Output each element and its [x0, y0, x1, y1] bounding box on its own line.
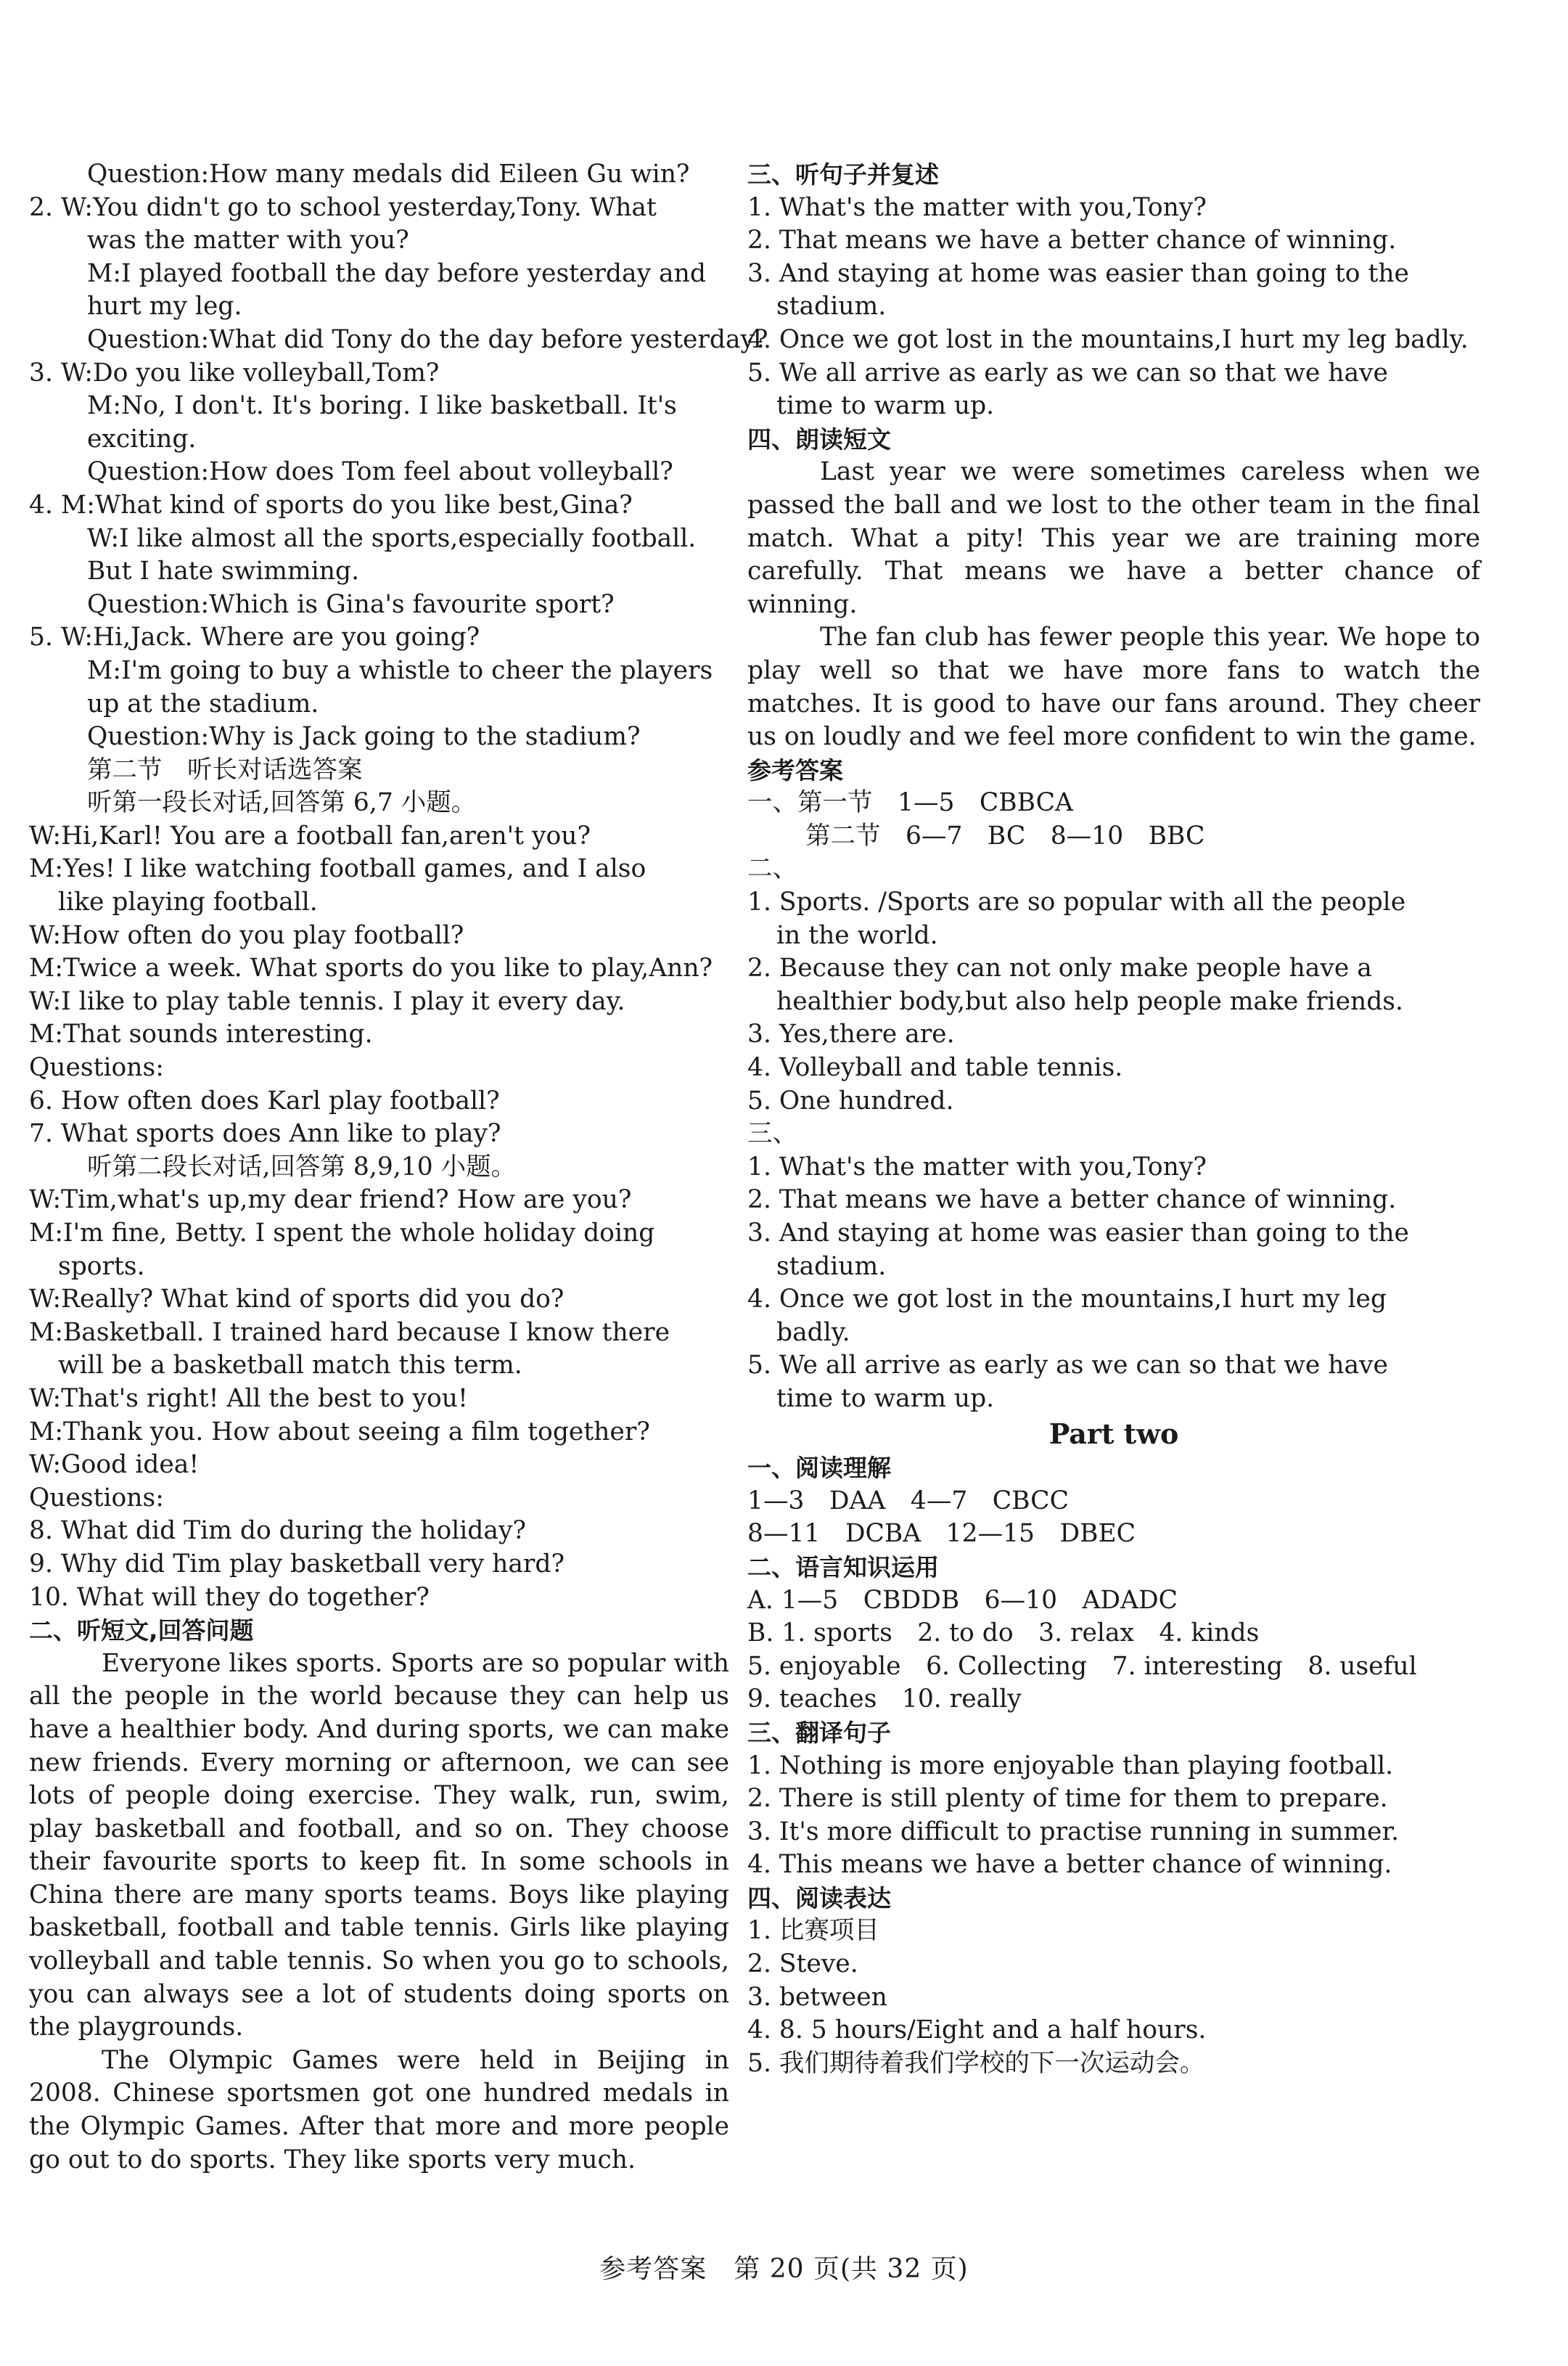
text-line: Question:How does Tom feel about volleyball?: [87, 457, 673, 487]
text-line: 5. enjoyable 6. Collecting 7. interesting 8. useful: [747, 1651, 1417, 1681]
text-line: 2. That means we have a better chance of winning.: [747, 226, 1397, 255]
text-line: 10. What will they do together?: [29, 1582, 430, 1612]
text-line: 3. W:Do you like volleyball,Tom?: [29, 358, 440, 388]
page-footer: 参考答案 第 20 页(共 32 页): [599, 2254, 969, 2284]
text-line: 1. 比赛项目: [747, 1916, 879, 1946]
text-line: 1. Nothing is more enjoyable than playing football.: [747, 1751, 1394, 1780]
text-line: W:Tim,what's up,my dear friend? How are you?: [29, 1185, 632, 1215]
text-line: W:Really? What kind of sports did you do?: [29, 1285, 565, 1314]
text-line: time to warm up.: [776, 391, 995, 421]
text-line: Question:How many medals did Eileen Gu win?: [87, 160, 690, 189]
text-line: 3. between: [747, 1982, 887, 2012]
text-line: W:I like almost all the sports,especially football.: [87, 523, 697, 553]
answer-key-lines: [747, 787, 1480, 1415]
text-line: Questions:: [29, 1483, 164, 1512]
text-line: M:Thank you. How about seeing a film together?: [29, 1417, 650, 1446]
read-aloud-paragraph-2: The fan club has fewer people this year. We hope to play well so that we have more fans to watch the matches. It is good to have our fans around. They cheer us on loudly and we feel more confident to win the game.: [747, 623, 1480, 752]
section-title-repeat: 三、听句子并复述: [747, 160, 939, 189]
text-line: 二、: [747, 854, 797, 884]
text-line: M:Basketball. I trained hard because I know there: [29, 1317, 670, 1347]
text-line: up at the stadium.: [87, 689, 319, 719]
text-line: 2. There is still plenty of time for them to prepare.: [747, 1784, 1388, 1814]
reading-answers: [747, 1485, 1480, 1551]
text-line: W:Good idea!: [29, 1450, 200, 1480]
text-line: 1. Sports. /Sports are so popular with all the people: [747, 888, 1406, 917]
repeat-sentences: [747, 192, 1480, 423]
text-line: sports.: [58, 1251, 145, 1281]
text-line: 3. And staying at home was easier than going to the: [747, 258, 1409, 288]
text-line: M:I played football the day before yesterday and: [87, 258, 706, 288]
language-answers: [747, 1584, 1480, 1716]
text-line: 2. Steve.: [747, 1949, 858, 1979]
text-line: 5. 我们期待着我们学校的下一次运动会。: [747, 2048, 1205, 2078]
text-line: 7. What sports does Ann like to play?: [29, 1119, 501, 1149]
text-line: was the matter with you?: [87, 226, 409, 255]
text-line: A. 1—5 CBDDB 6—10 ADADC: [747, 1585, 1178, 1615]
text-line: Question:What did Tony do the day before yesterday?: [87, 324, 768, 354]
text-line: M:I'm fine, Betty. I spent the whole holiday doing: [29, 1219, 655, 1248]
part-two-title: Part two: [1048, 1417, 1179, 1450]
section-title-expression: 四、阅读表达: [747, 1883, 891, 1912]
section-title-language: 二、语言知识运用: [747, 1552, 939, 1581]
left-column: [29, 158, 768, 2177]
text-line: 4. 8. 5 hours/Eight and a half hours.: [747, 2015, 1207, 2045]
text-line: M:I'm going to buy a whistle to cheer the players: [87, 655, 713, 685]
text-line: will be a basketball match this term.: [58, 1351, 522, 1380]
text-line: 1. What's the matter with you,Tony?: [747, 192, 1207, 222]
text-line: 5. We all arrive as early as we can so that we have: [747, 1351, 1388, 1380]
text-line: 第二节 6—7 BC 8—10 BBC: [805, 821, 1205, 851]
text-line: 5. W:Hi,Jack. Where are you going?: [29, 623, 480, 652]
text-line: W:How often do you play football?: [29, 920, 464, 950]
text-line: 1. What's the matter with you,Tony?: [747, 1152, 1207, 1182]
text-line: 2. W:You didn't go to school yesterday,Tony. What: [29, 192, 657, 222]
text-line: 2. That means we have a better chance of winning.: [747, 1185, 1397, 1215]
text-line: B. 1. sports 2. to do 3. relax 4. kinds: [747, 1618, 1260, 1648]
text-line: 6. How often does Karl play football?: [29, 1086, 500, 1116]
answers-title: 参考答案: [747, 756, 843, 785]
text-line: W:Hi,Karl! You are a football fan,aren't you?: [29, 821, 591, 851]
right-column: [747, 158, 1480, 2080]
section-title-reading: 一、阅读理解: [747, 1454, 891, 1483]
text-line: healthier body,but also help people make friends.: [776, 986, 1403, 1016]
read-aloud-paragraph-1: Last year we were sometimes careless when we passed the ball and we lost to the other team in the final match. What a pity! This year we are training more carefully. That means we have a better chance of winning.: [747, 457, 1480, 619]
text-line: 第二节 听长对话选答案: [87, 755, 363, 785]
text-line: W:That's right! All the best to you!: [29, 1383, 468, 1413]
text-line: 9. Why did Tim play basketball very hard?: [29, 1549, 565, 1579]
text-line: 8. What did Tim do during the holiday?: [29, 1516, 526, 1546]
text-line: Question:Why is Jack going to the stadium?: [87, 722, 641, 752]
text-line: M:Yes! I like watching football games, and I also: [29, 854, 647, 884]
text-line: 8—11 DCBA 12—15 DBEC: [747, 1519, 1136, 1549]
text-line: hurt my leg.: [87, 292, 242, 322]
text-line: stadium.: [776, 292, 887, 322]
text-line: 5. We all arrive as early as we can so that we have: [747, 358, 1388, 388]
text-line: 听第二段长对话,回答第 8,9,10 小题。: [87, 1152, 517, 1182]
text-line: 4. M:What kind of sports do you like best,Gina?: [29, 490, 633, 520]
section-title-read-aloud: 四、朗读短文: [747, 425, 891, 454]
text-line: exciting.: [87, 424, 197, 454]
text-line: 4. This means we have a better chance of winning.: [747, 1850, 1392, 1880]
text-line: Questions:: [29, 1053, 164, 1083]
translation-answers: [747, 1750, 1480, 1882]
text-line: like playing football.: [58, 888, 318, 917]
text-line: 4. Volleyball and table tennis.: [747, 1053, 1123, 1083]
text-line: Question:Which is Gina's favourite sport?: [87, 589, 615, 619]
passage-paragraph-1: Everyone likes sports. Sports are so popular with all the people in the world because they can help us have a healthier body. And during sports, we can make new friends. Every morning or afternoon, we can see lots of people doing exercise. They walk, run, swim, play basketball and football, and so on. They choose their favourite sports to keep fit. In some schools in China there are many sports teams. Boys like playing basketball, football and table tennis. Girls like playing volleyball and table tennis. So when you go to schools, you can always see a lot of students doing sports on the playgrounds.: [29, 1648, 729, 2042]
text-line: 3. Yes,there are.: [747, 1020, 955, 1049]
text-line: stadium.: [776, 1251, 887, 1281]
text-line: 一、第一节 1—5 CBBCA: [747, 788, 1073, 818]
text-line: 2. Because they can not only make people have a: [747, 954, 1372, 983]
text-line: M:No, I don't. It's boring. I like basketball. It's: [87, 391, 677, 421]
section-title-translation: 三、翻译句子: [747, 1718, 891, 1747]
text-line: 1—3 DAA 4—7 CBCC: [747, 1486, 1069, 1515]
text-line: M:That sounds interesting.: [29, 1020, 373, 1049]
text-line: 4. Once we got lost in the mountains,I hurt my leg badly.: [747, 324, 1469, 354]
text-line: W:I like to play table tennis. I play it every day.: [29, 986, 625, 1016]
text-line: 三、: [747, 1119, 797, 1149]
text-line: 3. And staying at home was easier than going to the: [747, 1219, 1409, 1248]
listening-script-lines: [29, 158, 768, 1614]
text-line: 3. It's more difficult to practise running in summer.: [747, 1817, 1400, 1846]
text-line: 9. teaches 10. really: [747, 1685, 1022, 1714]
text-line: time to warm up.: [776, 1383, 995, 1413]
text-line: But I hate swimming.: [87, 557, 360, 586]
passage-paragraph-2: The Olympic Games were held in Beijing in 2008. Chinese sportsmen got one hundred medals in the Olympic Games. After that more and more people go out to do sports. They like sports very much.: [29, 2045, 729, 2174]
text-line: 5. One hundred.: [747, 1086, 954, 1116]
expression-answers: [747, 1915, 1480, 2080]
text-line: M:Twice a week. What sports do you like to play,Ann?: [29, 954, 713, 983]
text-line: badly.: [776, 1317, 850, 1347]
section-title-passage: 二、听短文,回答问题: [29, 1616, 254, 1645]
text-line: in the world.: [776, 920, 938, 950]
text-line: 听第一段长对话,回答第 6,7 小题。: [87, 788, 477, 818]
text-line: 4. Once we got lost in the mountains,I hurt my leg: [747, 1285, 1387, 1314]
